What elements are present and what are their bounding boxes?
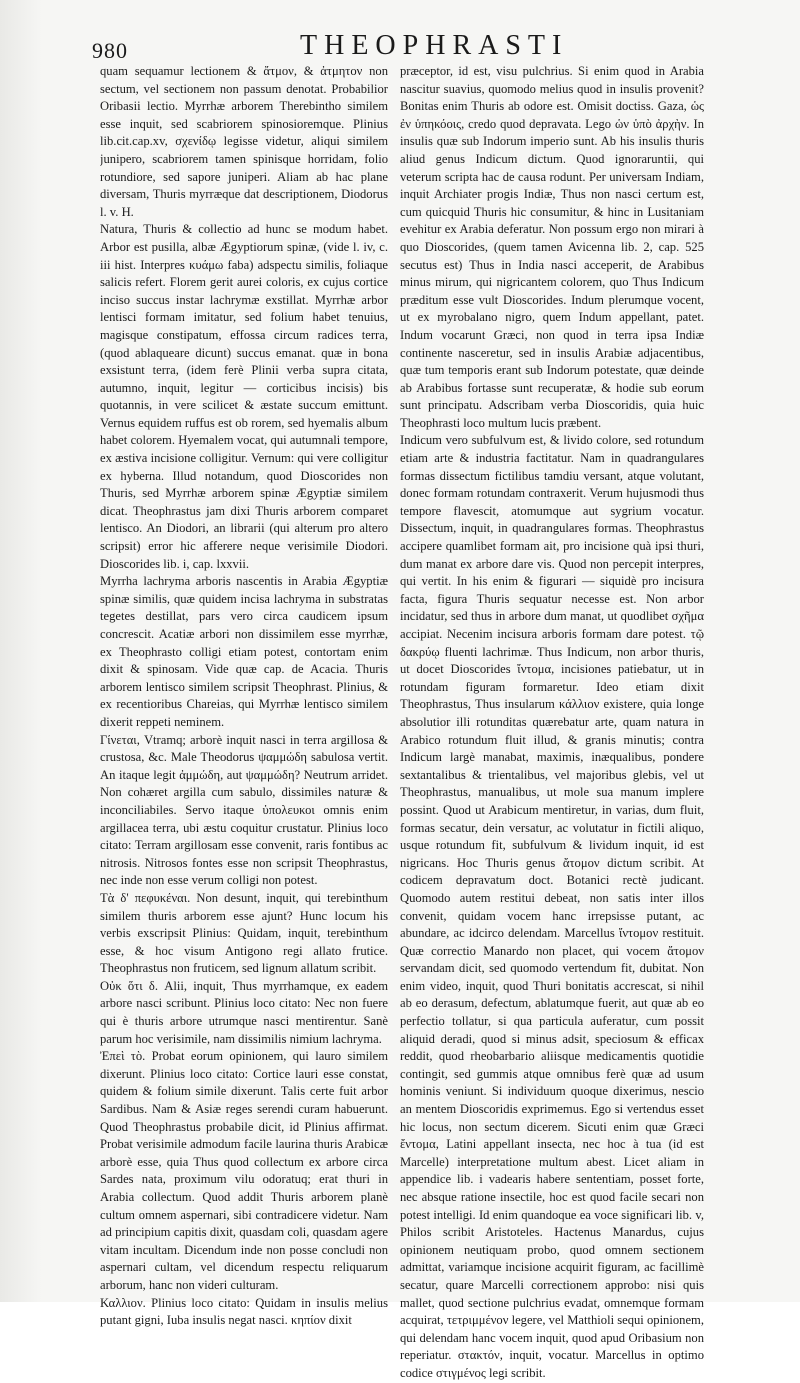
right-paragraph-2: Indicum vero subfulvum est, & livido colore, sed rotundum etiam arte & industria factitatur. Nam in quadrangulares formas dissectum fictilibus tamdiu versant, atque volutant, donec formam rotundam contraxerit. Verum hujusmodi thus tempore flavescit, atomumque aut sygrium vocatur. Dissectum, inquit, in quadrangulares formas. Theophrastus accipere quamlibet formam ait, pro incisione quà ipsi thuri, dum manat ex arbore dare vis. Quod non percepit interpres, qui vertit. In his enim & figurari — siquidè pro incisura facta, figura Thuris sequatur necesse est. Non arbor incidatur, sed thus in arbore dum manat, ut quodlibet σχῆμα accipiat. Necenim incisura arboris formam dare potest. τῷ δακρύῳ fluenti lachrimæ. Thus Indicum, non arbor thuris, ut docet Dioscorides ἴντομα, incisiones patiebatur, ut in rotundam figuram formaretur. Ideo etiam dixit Theophrastus, Thus insularum κάλλιον existere, quia longe absolutior illi rotunditas quærebatur arte, quam natura in Arabico rotundum fluit illud, & granis minutis; contra Indicum largè manabat, maximis, inæqualibus, pondere sextantalibus & trientalibus, vel majoribus glebis, vel ut Theophrastus, manualibus, ut mole sua manum implere possint. Quod ut Arabicum mentiretur, in varias, dum fluit, formas secatur, dein versatur, ac volutatur in fictili aliquo, usque rotundum fit, subfulvum & lividum inquit, id est nigricans. Hoc Thuris genus ἄτομον dictum scribit. At codicem depravatum doct. Botanici rectè judicant. Quomodo autem restitui debeat, non satis inter illos convenit, quidam vocem hanc irrepsisse putant, ac abundare, ac idcirco delendam. Marcellus ἴντομον restituit. Quæ correctio Manardo non placet, qui vocem ἄτομον servandam dicit, sed quomodo vertendum fit, dubitat. Non enim video, inquit, quod Thuri bonitatis accrescat, si nihil ab eo derasum, defectum, ablatumque fuerit, aut quæ ab eo perfectio tollatur, si qua particula auferatur, cum possit aliquid deradi, quod si minus adsit, speciosum & efficax reddit, quod rheobarbario aliisque medicamentis quotidie contingit, sed gummis atque omnibus ferè quæ ad usum hominis veniunt. Si individuum quoque dixerimus, nescio an mentem Dioscoridis exprimemus. Ego si vertendus esset hic locus, non sectum dicerem. Sicuti enim quæ Græci ἔντομα, Latini appellant insecta, nec hoc à tua (id est Marcelle) interpretatione multum abest. Licet aliam in appendice lib. i vadearis habere sententiam, posset forte, nec absque ratione insectile, hoc est quod facile secari non potest intelligi. Id enim quandoque ea voce significari lib. v, Philos scribit Aristoteles. Hactenus Manardus, cujus opinionem neutiquam probo, quod omnem sectionem admittat, variamque incisione acquirit figuram, ac facillimè secatur, quare Marcelli correctionem approbo: nisi quis mallet, quod sectione pulchrius evadat, omnemque formam acquirat, τετριμμένον legere, vel Matthioli sequi opinionem, qui delendam hanc vocem inquit, quod apud Oribasium non reperiatur. στακτόν, inquit, vocatur. Marcellus in optimo codice στιγμένος legi scribit. [400,433,704,1380]
left-paragraph-7: Ἐπεὶ τὸ. Probat eorum opinionem, qui lauro similem dixerunt. Plinius loco citato: Cortice lauri esse constat, quidem & folium simile dixerunt. Talis certe fuit arbor Sardibus. Nam & Asiæ reges serendi curam habuerunt. Quod Theophrastus probabile dicit, id Plinius affirmat. Probat verisimile admodum facile laurina thuris Arabicæ arborè esse, quia Thus quod collectum ex arbore circa Sardes nata, proximum vilu odoratuq; erat thuri in Arabia collectum. Quod addit Thuris arborem planè cultum omnem aspernari, sibi contradicere videtur. Nam ad principium capitis dixit, quasdam coli, quasdam agere vitam incultam. Dicendum inde non posse concludi non aspernari cultam, vel dicendum respectu reliquarum arborum, hanc non videri culturam. [100,1049,388,1292]
left-paragraph-2: Natura, Thuris & collectio ad hunc se modum habet. Arbor est pusilla, albæ Ægyptiorum spinæ, (vide l. iv, c. iii hist. Interpres κυάμω faba) adspectu similis, foliaque salicis refert. Florem gerit aurei coloris, ex cujus cortice inciso succus instar lachrymæ exstillat. Myrrhæ arbor lentisci formam imitatur, sed folium habet tenuius, magisque constipatum, effossa circum radices terra, (quod ablaqueare dicunt) succus emanat. quæ in bona exsistunt terra, (idem ferè Plinii verba supra citata, autumno, inquit, legitur — corticibus incisis) bis quotannis, in vere scilicet & æstate succum emittunt. Vernus equidem ruffus est ob rorem, sed hyemalis album habet colorem. Hyemalem vocat, qui autumnali tempore, ex æstiva incisione colligitur. Vernum: qui vere colligitur ex hyberna. Illud notandum, quod Dioscorides non Thuris, sed Myrrhæ arborem spinæ Ægyptiæ similem dicat. Theophrastus jam dixi Thuris arborem comparet lentisco. An Diodori, an librarii (qui alterum pro altero scripsit) error hic afferere neque verisimile Diodori. Dioscorides lib. i, cap. lxxvii. [100,222,388,571]
page-gutter-shadow [0,0,42,1302]
left-paragraph-1: quam sequamur lectionem & ἄτμον, & ἀτμητον non sectum, vel sectionem non passum denotat. Probabilior Oribasii lectio. Myrrhæ arborem Therebintho similem esse inquit, sed scabriorem spinosioremque. Plinius lib.cit.cap.xv, σχενίδῳ legisse videtur, aliqui similem junipero, scabriorem tamen spinisque horridam, folio rotundiore, sed sapore juniperi. Aliam ab hac plane diversam, Thuris myrræque dat descriptionem, Diodorus l. v. H. [100,64,388,219]
left-column [100,63,388,1330]
left-paragraph-4: Γίνεται, Vtramq; arborè inquit nasci in terra argillosa & crustosa, &c. Male Theodorus ψαμμώδη sabulosa vertit. An itaque legit ἀμμώδη, aut ψαμμώδη? Neutrum arridet. Non cohæret argilla cum sabulo, dissimiles naturæ & inconciliabiles. Servo itaque ὑπολευκοι omnis enim argillacea terra, ubi æstu coquitur crustatur. Plinius loco citato: Terram argillosam esse convenit, raris fontibus ac nitrosis. Nitrosos fontes esse non scripsit Theophrastus, nec inde non esse verum colligi non potest. [100,732,388,888]
left-paragraph-8: Καλλιον. Plinius loco citato: Quidam in insulis melius putant gigni, Iuba insulis negat nasci. κηπίον dixit [100,1295,388,1328]
page-number: 980 [92,38,128,63]
running-head: THEOPHRASTI [300,30,569,61]
left-paragraph-6: Οὐκ ὅτι δ. Alii, inquit, Thus myrrhamque, ex eadem arbore nasci scribunt. Plinius loco citato: Nec non fuere qui è thuris arbore utrumque nasci mentirentur. Sanè parum hoc verisimile, nam dissimilis nimium lachryma. [100,978,388,1046]
right-column [400,63,704,1383]
right-paragraph-1: præceptor, id est, visu pulchrius. Si enim quod in Arabia nascitur suavius, quomodo melius quod in insulis provenit? Bonitas enim Thuris ab odore est. Omisit doctiss. Gaza, ὡς ἐν ὑπηκόοις, credo quod depravata. Lego ὡν ὑπὸ ἀρχὴν. In insulis quæ sub Indorum imperio sunt. Ab his insulis thuris aliud genus Indicum dictum. Quod ignoraruntii, qui veterum scripta hac de causa rodunt. Per universam Indiam, inquit Archiater progis Indiæ, Thus non nasci certum est, cum quicquid Thuris hic consumitur, & hinc in Lusitaniam evehitur ex Arabia deferatur. Non possum ergo non mirari à quo Dioscorides, (quem tamen Avicenna lib. 2, cap. 525 secutus est) Thus in India nasci acceperit, de Arabibus minus mirum, qui nigricantem colorem, quo Thus Indicum præditum esse vult Dioscorides. Indum plerumque vocent, ut ex myrobalano nigro, quem Indum appellant, patet. Indum vocarunt Græci, non quod in terra ipsa Indiæ continente nasceretur, sed in insulis Arabiæ adjacentibus, quæ tum temporis erant sub Indorum potestate, quæ deinde ab Arabibus fortasse sunt recuperatæ, & hodie sub eorum sunt principatu. Adscribam verba Dioscoridis, quia huic Theophrasti loco multum lucis præbent. [400,64,704,430]
left-paragraph-5: Τὰ δ' πεφυκέναι. Non desunt, inquit, qui terebinthum similem thuris arborem esse ajunt? Hunc locum his verbis exscripsit Plinius: Quidam, inquit, terebinthum esse, & hoc visum Antigono regi allato frutice. Theophrastus non fruticem, sed lignum allatum scribit. [100,890,388,976]
left-paragraph-3: Myrrha lachryma arboris nascentis in Arabia Ægyptiæ spinæ similis, quæ quidem incisa lachryma in substratas tegetes destillat, pars vero circa caudicem ipsum concrescit. Acatiæ arbori non dissimilem esse myrrhæ, ex Theophrasto colligi etiam potest, contortam enim dixit & spinosam. Vide quæ cap. de Acacia. Thuris arborem lentisco similem scripsit Theophrast. Plinius, & ex recentioribus Chareias, qui Myrrhæ lentisco similem dixerit reppeti neminem. [100,574,388,729]
